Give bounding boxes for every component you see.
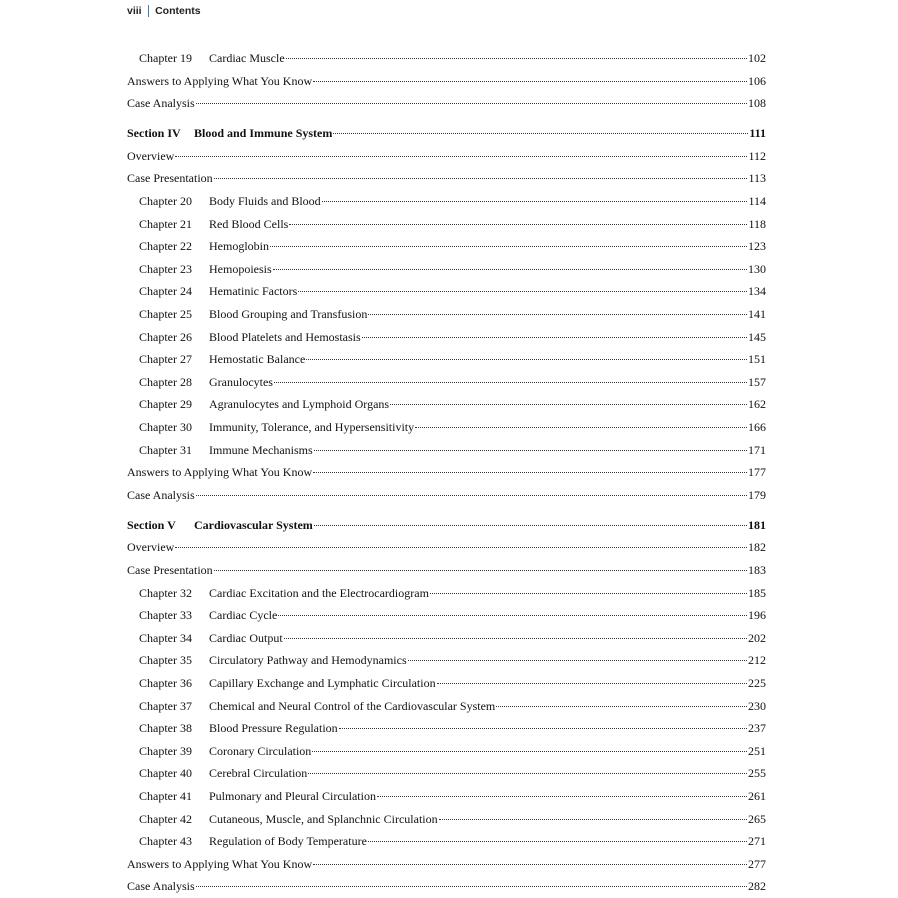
entry-title: Cardiovascular System: [194, 517, 313, 532]
page-number: 261: [748, 789, 766, 803]
entry-title: Cardiac Output: [209, 630, 283, 645]
dot-leader: [196, 495, 747, 496]
dot-leader: [390, 404, 747, 405]
page-number: 145: [748, 329, 766, 344]
page-number: 162: [748, 397, 766, 412]
page-number: 282: [748, 879, 766, 894]
entry-title: Immunity, Tolerance, and Hypersensitivity: [209, 420, 415, 434]
dot-leader: [313, 81, 747, 82]
toc-chapter-entry: [127, 235, 766, 258]
dot-leader: [368, 314, 747, 315]
entry-title: Overview: [127, 148, 175, 163]
page-number: 114: [748, 194, 766, 209]
page-number: 166: [748, 420, 766, 434]
chapter-number: Chapter 30: [139, 420, 192, 434]
dot-leader: [273, 269, 747, 270]
dot-leader: [214, 570, 747, 571]
page-number: 185: [748, 585, 766, 600]
toc-entry: [127, 70, 766, 93]
dot-leader: [306, 359, 747, 360]
chapter-number: Chapter 21: [139, 216, 192, 231]
dot-leader: [314, 525, 747, 526]
page-number: 179: [748, 487, 766, 502]
toc-entry: [127, 461, 766, 484]
page-number: 255: [748, 766, 766, 781]
chapter-number: Chapter 32: [139, 585, 192, 600]
toc-chapter-entry: [127, 808, 766, 831]
toc-section-entry: [127, 122, 766, 145]
entry-title: Case Analysis: [127, 487, 195, 502]
entry-title: Blood Pressure Regulation: [209, 721, 338, 736]
folio: viii: [127, 5, 142, 17]
dot-leader: [314, 450, 747, 451]
page-number: 265: [748, 811, 766, 826]
entry-title: Cerebral Circulation: [209, 766, 308, 781]
toc-chapter-entry: [127, 762, 766, 785]
page-number: 141: [748, 307, 766, 322]
dot-leader: [298, 291, 747, 292]
chapter-number: Chapter 29: [139, 397, 192, 412]
chapter-number: Chapter 39: [139, 743, 192, 758]
dot-leader: [278, 615, 747, 616]
chapter-number: Chapter 41: [139, 789, 192, 803]
page-number: 181: [748, 517, 766, 532]
toc-section-entry: [127, 514, 766, 537]
dot-leader: [312, 751, 747, 752]
page-number: 123: [748, 239, 766, 254]
entry-title: Capillary Exchange and Lymphatic Circulation: [209, 676, 436, 691]
dot-leader: [362, 337, 747, 338]
entry-title: Body Fluids and Blood: [209, 194, 321, 209]
entry-title: Hemopoiesis: [209, 261, 272, 276]
toc-chapter-entry: [127, 830, 766, 853]
toc-chapter-entry: [127, 393, 766, 416]
dot-leader: [408, 660, 747, 661]
page-number: 182: [748, 540, 766, 555]
entry-title: Circulatory Pathway and Hemodynamics: [209, 653, 407, 668]
chapter-number: Chapter 42: [139, 811, 192, 826]
running-head-title: Contents: [155, 5, 201, 17]
toc-chapter-entry: [127, 326, 766, 349]
table-of-contents: [127, 47, 766, 898]
dot-leader: [214, 178, 748, 179]
entry-title: Granulocytes: [209, 374, 273, 389]
chapter-number: Chapter 27: [139, 352, 192, 367]
toc-chapter-entry: [127, 604, 766, 627]
toc-chapter-entry: [127, 582, 766, 605]
page-number: 237: [748, 721, 766, 736]
page-number: 113: [748, 171, 766, 186]
page-number: 225: [748, 676, 766, 691]
chapter-number: Chapter 28: [139, 374, 192, 389]
dot-leader: [339, 728, 747, 729]
page-number: 134: [748, 284, 766, 299]
entry-title: Cardiac Excitation and the Electrocardiogram: [209, 585, 429, 600]
page-number: 271: [748, 834, 766, 849]
chapter-number: Chapter 34: [139, 630, 192, 645]
toc-chapter-entry: [127, 258, 766, 281]
toc-chapter-entry: [127, 190, 766, 213]
page-number: 130: [748, 261, 766, 276]
page-number: 277: [748, 856, 766, 871]
running-head: [127, 5, 201, 17]
dot-leader: [284, 638, 747, 639]
dot-leader: [175, 547, 747, 548]
toc-chapter-entry: [127, 717, 766, 740]
page-number: 196: [748, 608, 766, 623]
toc-chapter-entry: [127, 303, 766, 326]
page-number: 230: [748, 698, 766, 713]
page-number: 171: [748, 442, 766, 457]
section-number: Section IV: [127, 126, 181, 141]
page-number: 118: [748, 216, 766, 231]
entry-title: Red Blood Cells: [209, 216, 289, 231]
toc-chapter-entry: [127, 627, 766, 650]
chapter-number: Chapter 25: [139, 307, 192, 322]
page-number: 151: [748, 352, 766, 367]
chapter-number: Chapter 33: [139, 608, 192, 623]
entry-title: Cardiac Muscle: [209, 51, 285, 65]
dot-leader: [286, 58, 747, 59]
page-number: 111: [749, 126, 766, 141]
chapter-number: Chapter 40: [139, 766, 192, 781]
entry-title: Cutaneous, Muscle, and Splanchnic Circulation: [209, 811, 438, 826]
toc-chapter-entry: [127, 672, 766, 695]
toc-entry: [127, 536, 766, 559]
chapter-number: Chapter 38: [139, 721, 192, 736]
chapter-number: Chapter 43: [139, 834, 192, 849]
entry-title: Case Presentation: [127, 171, 213, 186]
toc-entry: [127, 92, 766, 115]
chapter-number: Chapter 35: [139, 653, 192, 668]
dot-leader: [439, 819, 747, 820]
dot-leader: [430, 593, 747, 594]
toc-entry: [127, 167, 766, 190]
entry-title: Case Presentation: [127, 563, 213, 578]
dot-leader: [308, 773, 747, 774]
entry-title: Regulation of Body Temperature: [209, 834, 367, 849]
chapter-number: Chapter 37: [139, 698, 192, 713]
toc-chapter-entry: [127, 416, 766, 439]
dot-leader: [270, 246, 747, 247]
chapter-number: Chapter 26: [139, 329, 192, 344]
entry-title: Answers to Applying What You Know: [127, 465, 313, 480]
dot-leader: [322, 201, 748, 202]
entry-title: Overview: [127, 540, 175, 555]
toc-chapter-entry: [127, 740, 766, 763]
page-number: 157: [748, 374, 766, 389]
toc-chapter-entry: [127, 439, 766, 462]
entry-title: Answers to Applying What You Know: [127, 856, 313, 871]
page-number: 106: [748, 73, 766, 88]
dot-leader: [289, 224, 747, 225]
dot-leader: [175, 156, 747, 157]
dot-leader: [196, 886, 747, 887]
toc-chapter-entry: [127, 371, 766, 394]
page-number: 183: [748, 563, 766, 578]
toc-entry: [127, 853, 766, 876]
page-number: 177: [748, 465, 766, 480]
chapter-number: Chapter 31: [139, 442, 192, 457]
entry-title: Hematinic Factors: [209, 284, 298, 299]
toc-chapter-entry: [127, 280, 766, 303]
dot-leader: [368, 841, 747, 842]
dot-leader: [333, 133, 748, 134]
toc-chapter-entry: [127, 785, 766, 808]
chapter-number: Chapter 23: [139, 261, 192, 276]
dot-leader: [313, 472, 747, 473]
page-number: 212: [748, 653, 766, 668]
entry-title: Blood and Immune System: [194, 126, 333, 141]
entry-title: Answers to Applying What You Know: [127, 73, 313, 88]
page-number: 251: [748, 743, 766, 758]
toc-chapter-entry: [127, 695, 766, 718]
entry-title: Coronary Circulation: [209, 743, 312, 758]
dot-leader: [496, 706, 747, 707]
toc-entry: [127, 145, 766, 168]
toc-entry: [127, 875, 766, 898]
dot-leader: [274, 382, 747, 383]
entry-title: Case Analysis: [127, 879, 195, 894]
entry-title: Cardiac Cycle: [209, 608, 278, 623]
page-number: 202: [748, 630, 766, 645]
chapter-number: Chapter 24: [139, 284, 192, 299]
entry-title: Agranulocytes and Lymphoid Organs: [209, 397, 390, 412]
entry-title: Blood Grouping and Transfusion: [209, 307, 368, 322]
chapter-number: Chapter 20: [139, 194, 192, 209]
dot-leader: [415, 427, 747, 428]
dot-leader: [196, 103, 747, 104]
toc-chapter-entry: [127, 213, 766, 236]
toc-chapter-entry: [127, 348, 766, 371]
dot-leader: [313, 864, 747, 865]
entry-title: Hemostatic Balance: [209, 352, 306, 367]
entry-title: Hemoglobin: [209, 239, 269, 254]
page-number: 112: [748, 148, 766, 163]
toc-entry: [127, 484, 766, 507]
running-head-divider: [148, 5, 150, 17]
page-number: 102: [748, 51, 766, 65]
dot-leader: [437, 683, 747, 684]
toc-entry: [127, 559, 766, 582]
chapter-number: Chapter 19: [139, 51, 192, 65]
page-number: 108: [748, 96, 766, 111]
toc-chapter-entry: [127, 649, 766, 672]
entry-title: Immune Mechanisms: [209, 442, 313, 457]
section-number: Section V: [127, 517, 176, 532]
entry-title: Case Analysis: [127, 96, 195, 111]
toc-chapter-entry: [127, 47, 766, 70]
entry-title: Blood Platelets and Hemostasis: [209, 329, 361, 344]
entry-title: Chemical and Neural Control of the Cardiovascular System: [209, 698, 496, 713]
entry-title: Pulmonary and Pleural Circulation: [209, 789, 376, 803]
chapter-number: Chapter 36: [139, 676, 192, 691]
chapter-number: Chapter 22: [139, 239, 192, 254]
dot-leader: [377, 796, 747, 797]
